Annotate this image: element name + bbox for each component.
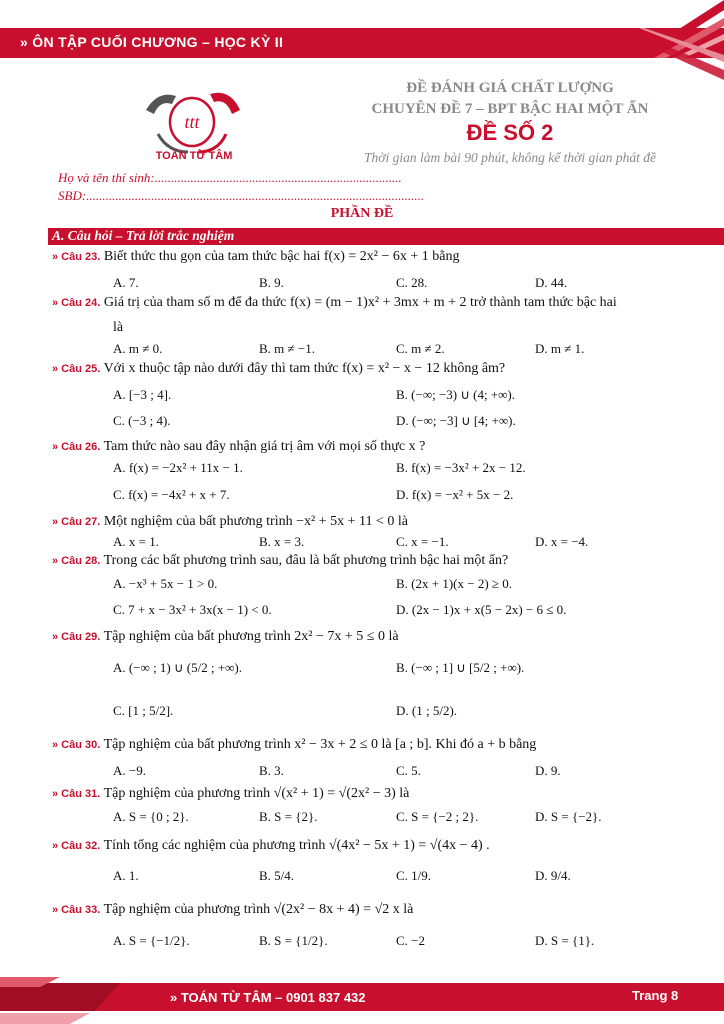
option-b[interactable]: B. x = 3. bbox=[259, 534, 305, 549]
footer-decoration bbox=[0, 975, 160, 1024]
option-b[interactable]: B. 9. bbox=[259, 275, 284, 290]
option-b[interactable]: B. (−∞ ; 1] ∪ [5/2 ; +∞). bbox=[396, 660, 525, 675]
exam-title-line1: ĐỀ ĐÁNH GIÁ CHẤT LƯỢNG bbox=[406, 80, 614, 96]
option-a[interactable]: A. m ≠ 0. bbox=[113, 341, 163, 356]
option-d[interactable]: D. S = {1}. bbox=[535, 933, 595, 948]
option-c[interactable]: C. −2 bbox=[396, 933, 426, 948]
option-d[interactable]: D. m ≠ 1. bbox=[535, 341, 585, 356]
question-24 bbox=[52, 295, 617, 311]
question-29 bbox=[52, 629, 399, 645]
option-c[interactable]: C. x = −1. bbox=[396, 534, 449, 549]
question-text: Tập nghiệm của phương trình √(2x² − 8x + 4) = √2 x là bbox=[103, 902, 414, 917]
option-d[interactable]: D. 44. bbox=[535, 275, 568, 290]
section-heading: A. Câu hỏi – Trả lời trắc nghiệm bbox=[52, 228, 235, 243]
question-28 bbox=[52, 553, 508, 569]
option-d[interactable]: D. (−∞; −3] ∪ [4; +∞). bbox=[396, 413, 516, 428]
question-text: Tính tổng các nghiệm của phương trình √(4x² − 5x + 1) = √(4x − 4) . bbox=[103, 838, 490, 853]
question-text: Tập nghiệm của phương trình √(x² + 1) = √(2x² − 3) là bbox=[103, 786, 410, 801]
question-label: » Câu 31. bbox=[52, 788, 101, 800]
question-26 bbox=[52, 439, 425, 455]
question-25 bbox=[52, 361, 505, 377]
question-text: Tập nghiệm của bất phương trình 2x² − 7x + 5 ≤ 0 là bbox=[103, 629, 399, 644]
question-continuation: là bbox=[113, 320, 124, 335]
option-b[interactable]: B. 3. bbox=[259, 763, 284, 778]
option-d[interactable]: D. S = {−2}. bbox=[535, 809, 602, 824]
option-c[interactable]: C. (−3 ; 4). bbox=[113, 413, 171, 428]
option-a[interactable]: A. S = {0 ; 2}. bbox=[113, 809, 189, 824]
header-title: » ÔN TẬP CUỐI CHƯƠNG – HỌC KỲ II bbox=[20, 34, 284, 50]
option-a[interactable]: A. x = 1. bbox=[113, 534, 159, 549]
option-d[interactable]: D. (2x − 1)x + x(5 − 2x) − 6 ≤ 0. bbox=[396, 602, 567, 617]
option-c[interactable]: C. 1/9. bbox=[396, 868, 432, 883]
option-b[interactable]: B. S = {1/2}. bbox=[259, 933, 328, 948]
question-text: Biết thức thu gọn của tam thức bậc hai f(x) = 2x² − 6x + 1 bằng bbox=[103, 249, 460, 264]
question-label: » Câu 32. bbox=[52, 840, 101, 852]
option-b[interactable]: B. 5/4. bbox=[259, 868, 295, 883]
question-text: Với x thuộc tập nào dưới đây thì tam thức f(x) = x² − x − 12 không âm? bbox=[103, 361, 506, 376]
question-text: Một nghiệm của bất phương trình −x² + 5x + 11 < 0 là bbox=[103, 514, 408, 529]
question-33 bbox=[52, 902, 413, 918]
svg-text:ttt: ttt bbox=[184, 112, 200, 132]
question-27 bbox=[52, 514, 408, 530]
candidate-name-line: Họ và tên thí sinh:............................................................................ bbox=[58, 170, 402, 185]
option-b[interactable]: B. S = {2}. bbox=[259, 809, 318, 824]
option-a[interactable]: A. [−3 ; 4]. bbox=[113, 387, 172, 402]
option-d[interactable]: D. 9/4. bbox=[535, 868, 571, 883]
option-a[interactable]: A. 1. bbox=[113, 868, 139, 883]
exam-number: ĐỀ SỐ 2 bbox=[466, 120, 554, 145]
footer-contact: » TOÁN TỪ TÂM – 0901 837 432 bbox=[170, 990, 366, 1005]
option-b[interactable]: B. f(x) = −3x² + 2x − 12. bbox=[396, 460, 526, 475]
question-text: Giá trị của tham số m để đa thức f(x) = (m − 1)x² + 3mx + m + 2 trở thành tam thức bậc hai bbox=[103, 295, 617, 310]
option-d[interactable]: D. f(x) = −x² + 5x − 2. bbox=[396, 487, 514, 502]
question-label: » Câu 27. bbox=[52, 516, 101, 528]
question-label: » Câu 33. bbox=[52, 904, 101, 916]
exam-title-line2: CHUYÊN ĐỀ 7 – BPT BẬC HAI MỘT ẨN bbox=[371, 101, 649, 117]
option-c[interactable]: C. m ≠ 2. bbox=[396, 341, 445, 356]
question-30 bbox=[52, 737, 536, 753]
question-text: Trong các bất phương trình sau, đâu là bất phương trình bậc hai một ẩn? bbox=[103, 553, 509, 568]
question-32 bbox=[52, 838, 490, 854]
option-a[interactable]: A. 7. bbox=[113, 275, 139, 290]
option-a[interactable]: A. f(x) = −2x² + 11x − 1. bbox=[113, 460, 243, 475]
candidate-sbd-line: SBD:........................................................................................................ bbox=[58, 188, 425, 203]
option-d[interactable]: D. x = −4. bbox=[535, 534, 589, 549]
logo-icon bbox=[138, 82, 248, 160]
option-b[interactable]: B. (2x + 1)(x − 2) ≥ 0. bbox=[396, 576, 513, 591]
question-text: Tập nghiệm của bất phương trình x² − 3x + 2 ≤ 0 là [a ; b]. Khi đó a + b bằng bbox=[103, 737, 537, 752]
question-text: Tam thức nào sau đây nhận giá trị âm với mọi số thực x ? bbox=[103, 439, 426, 454]
header-decoration bbox=[594, 0, 724, 80]
option-c[interactable]: C. 28. bbox=[396, 275, 428, 290]
option-a[interactable]: A. (−∞ ; 1) ∪ (5/2 ; +∞). bbox=[113, 660, 243, 675]
option-c[interactable]: C. 5. bbox=[396, 763, 421, 778]
question-23 bbox=[52, 249, 459, 265]
option-d[interactable]: D. 9. bbox=[535, 763, 561, 778]
page-number: Trang 8 bbox=[632, 988, 679, 1003]
question-label: » Câu 29. bbox=[52, 631, 101, 643]
option-c[interactable]: C. [1 ; 5/2]. bbox=[113, 703, 174, 718]
option-d[interactable]: D. (1 ; 5/2). bbox=[396, 703, 458, 718]
question-label: » Câu 24. bbox=[52, 297, 101, 309]
option-c[interactable]: C. 7 + x − 3x² + 3x(x − 1) < 0. bbox=[113, 602, 272, 617]
option-b[interactable]: B. (−∞; −3) ∪ (4; +∞). bbox=[396, 387, 516, 402]
question-label: » Câu 28. bbox=[52, 555, 101, 567]
exam-duration: Thời gian làm bài 90 phút, không kể thời gian phát đề bbox=[364, 150, 656, 165]
option-a[interactable]: A. −9. bbox=[113, 763, 146, 778]
part-heading: PHẦN ĐỀ bbox=[330, 206, 394, 221]
option-b[interactable]: B. m ≠ −1. bbox=[259, 341, 315, 356]
option-c[interactable]: C. f(x) = −4x² + x + 7. bbox=[113, 487, 230, 502]
logo-name: TOÁN TỪ TÂM bbox=[155, 150, 233, 162]
option-a[interactable]: A. S = {−1/2}. bbox=[113, 933, 190, 948]
question-31 bbox=[52, 786, 409, 802]
question-label: » Câu 30. bbox=[52, 739, 101, 751]
question-label: » Câu 26. bbox=[52, 441, 101, 453]
question-label: » Câu 25. bbox=[52, 363, 101, 375]
option-a[interactable]: A. −x³ + 5x − 1 > 0. bbox=[113, 576, 218, 591]
question-label: » Câu 23. bbox=[52, 251, 101, 263]
option-c[interactable]: C. S = {−2 ; 2}. bbox=[396, 809, 479, 824]
